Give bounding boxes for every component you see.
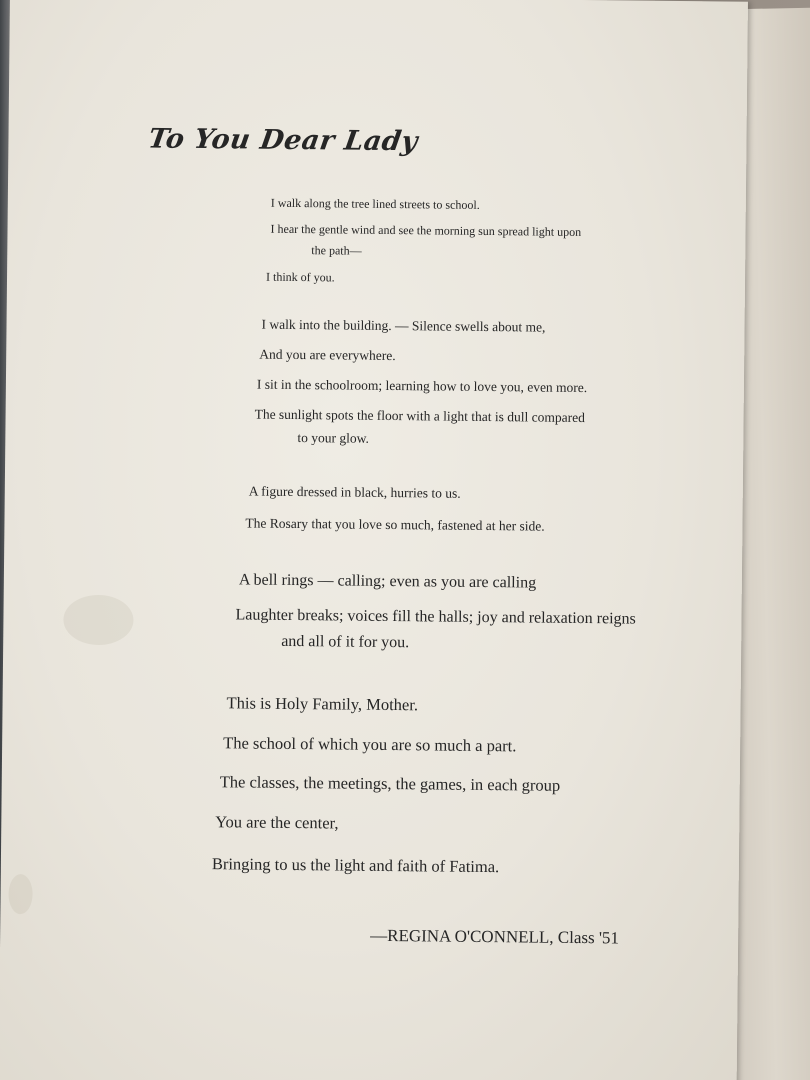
poem-title: To You Dear Lady (146, 123, 420, 158)
poem-line: and all of it for you. (281, 632, 410, 652)
poem-line: Laughter breaks; voices fill the halls; joy and relaxation reigns (235, 606, 636, 628)
page-stain (63, 595, 134, 646)
poem-line: The sunlight spots the floor with a light that is dull compared (254, 406, 586, 426)
poem-line: the path— (311, 243, 362, 258)
poem-line: to your glow. (297, 430, 369, 446)
poem-line: I walk into the building. — Silence swells about me, (261, 316, 546, 335)
poem-line: I think of you. (265, 269, 335, 285)
poem-line: And you are everywhere. (259, 346, 396, 364)
poem-line: I hear the gentle wind and see the morning sun spread light upon (270, 221, 582, 239)
poem-line: I sit in the schoolroom; learning how to love you, even more. (256, 376, 588, 396)
poem-line: A bell rings — calling; even as you are calling (238, 571, 537, 592)
poem-line: The Rosary that you love so much, fastened at her side. (245, 515, 545, 534)
poem-line: I walk along the tree lined streets to school. (270, 195, 480, 212)
poem-line: A figure dressed in black, hurries to us. (248, 483, 461, 501)
page-stain (8, 874, 32, 914)
poem-line: You are the center, (215, 812, 339, 833)
poem-line: The school of which you are so much a part. (223, 733, 517, 756)
poem-line: The classes, the meetings, the games, in each group (219, 772, 561, 795)
poem-line: This is Holy Family, Mother. (226, 693, 419, 715)
poem-line: Bringing to us the light and faith of Fatima. (211, 854, 500, 877)
poem-signature: —REGINA O'CONNELL, Class '51 (370, 925, 620, 948)
